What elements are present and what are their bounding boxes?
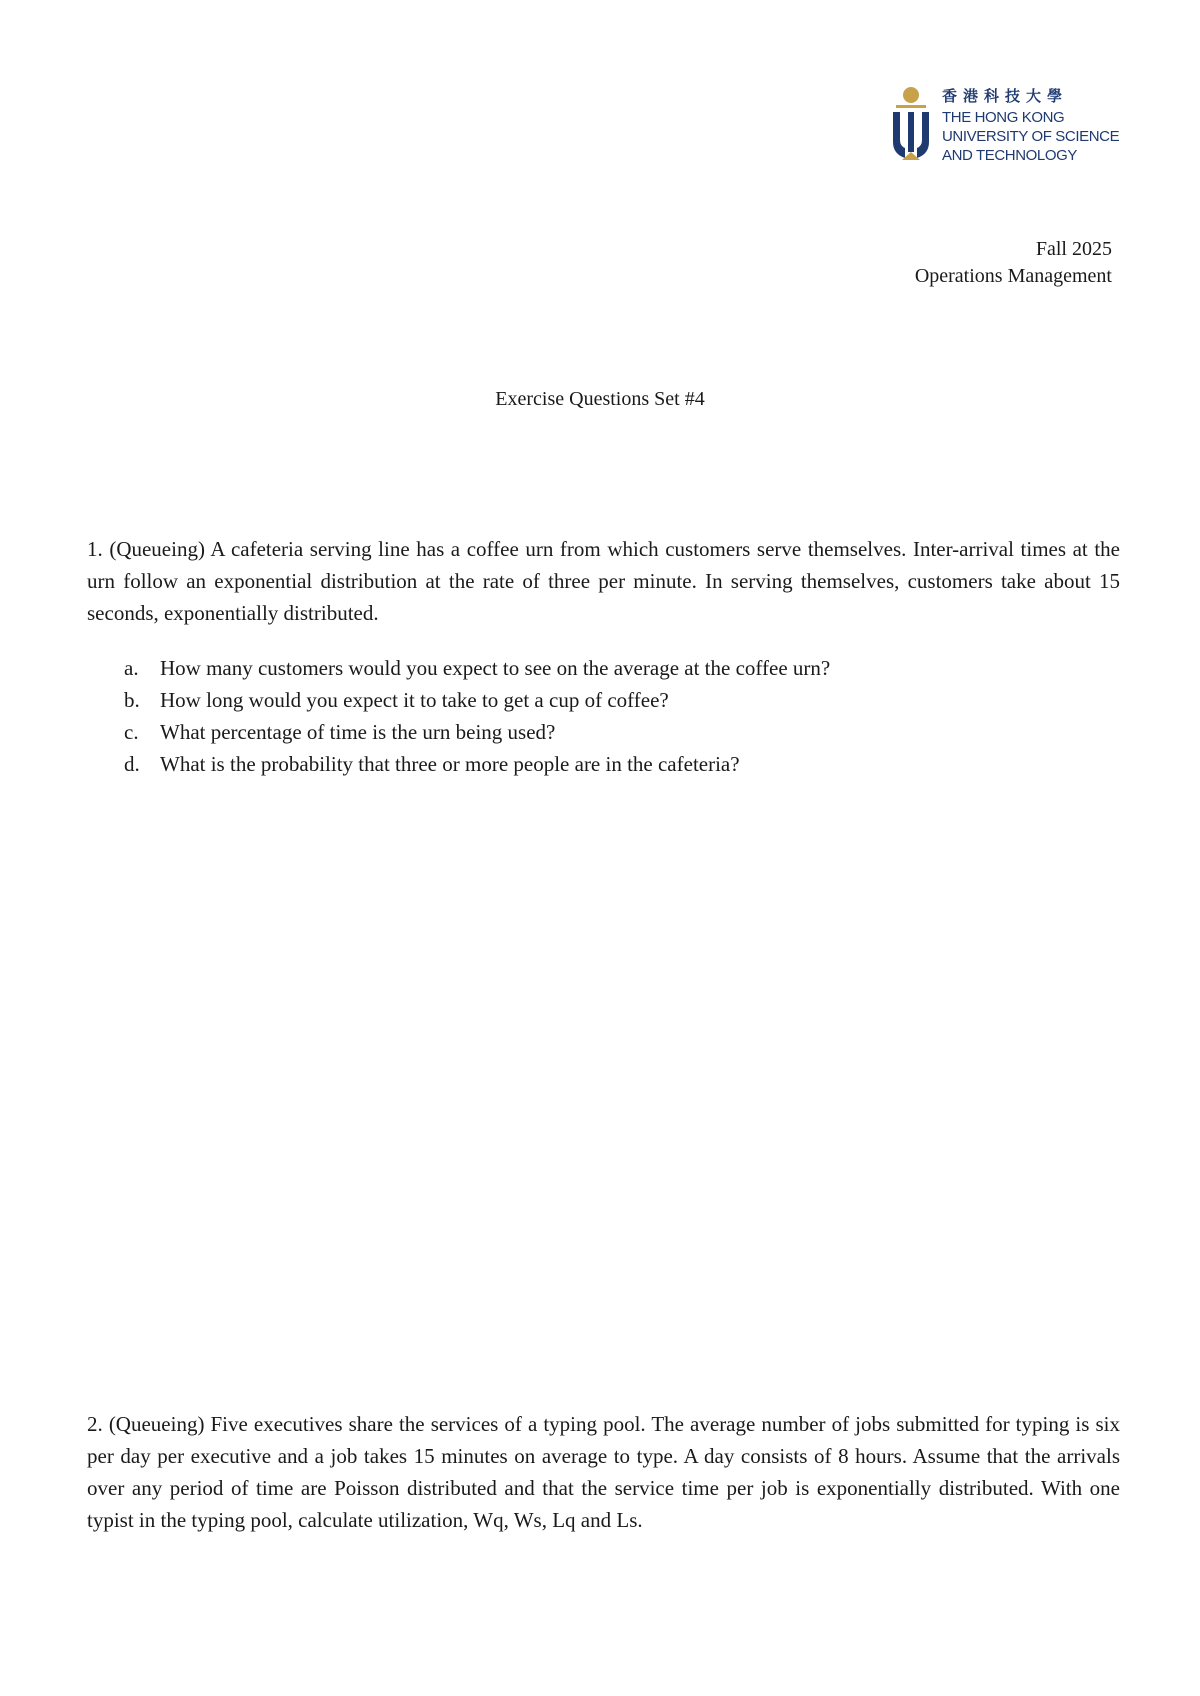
part-text: What percentage of time is the urn being used? xyxy=(160,720,556,744)
logo-english-line-3: AND TECHNOLOGY xyxy=(942,147,1077,164)
question-1-part-b xyxy=(87,684,1120,716)
document-title: Exercise Questions Set #4 xyxy=(495,388,705,410)
question-2: 2. (Queueing) Five executives share the services of a typing pool. The average number of jobs submitted for typing is six per day per executive and a job takes 15 minutes on average to type. A day consists of 8 hours. Assume that the arrivals over any period of time are Poisson distributed and that the service time per job is exponentially distributed. With one typist in the typing pool, calculate utilization, Wq, Ws, Lq and Ls. xyxy=(87,1412,1120,1532)
logo-english-line-1: THE HONG KONG xyxy=(942,109,1065,126)
part-marker: b. xyxy=(124,688,140,712)
logo-english-line-2: UNIVERSITY OF SCIENCE xyxy=(942,128,1120,145)
part-text: How long would you expect it to take to get a cup of coffee? xyxy=(160,688,669,712)
question-1: 1. (Queueing) A cafeteria serving line has a coffee urn from which customers serve themselves. Inter-arrival times at the urn follow an exponential distribution at the rate of three per minute. In serving themselves, customers take about 15 seconds, exponentially distributed. xyxy=(87,537,1120,625)
question-1-part-c xyxy=(87,716,1120,748)
logo-chinese-name: 香港科技大學 xyxy=(942,87,1069,105)
university-logo xyxy=(888,86,1120,166)
question-1-parts xyxy=(87,652,1120,780)
term-label: Fall 2025 xyxy=(1035,238,1112,260)
part-text: What is the probability that three or more people are in the cafeteria? xyxy=(160,752,740,776)
question-1-part-a xyxy=(87,652,1120,684)
logo-wordmark xyxy=(942,86,1119,165)
university-emblem-icon xyxy=(888,86,934,164)
question-1-part-d xyxy=(87,748,1120,780)
part-marker: a. xyxy=(124,656,139,680)
course-name: Operations Management xyxy=(914,265,1112,287)
part-text: How many customers would you expect to see on the average at the coffee urn? xyxy=(160,656,831,680)
part-marker: d. xyxy=(124,752,140,776)
part-marker: c. xyxy=(124,720,139,744)
course-info xyxy=(915,236,1112,290)
